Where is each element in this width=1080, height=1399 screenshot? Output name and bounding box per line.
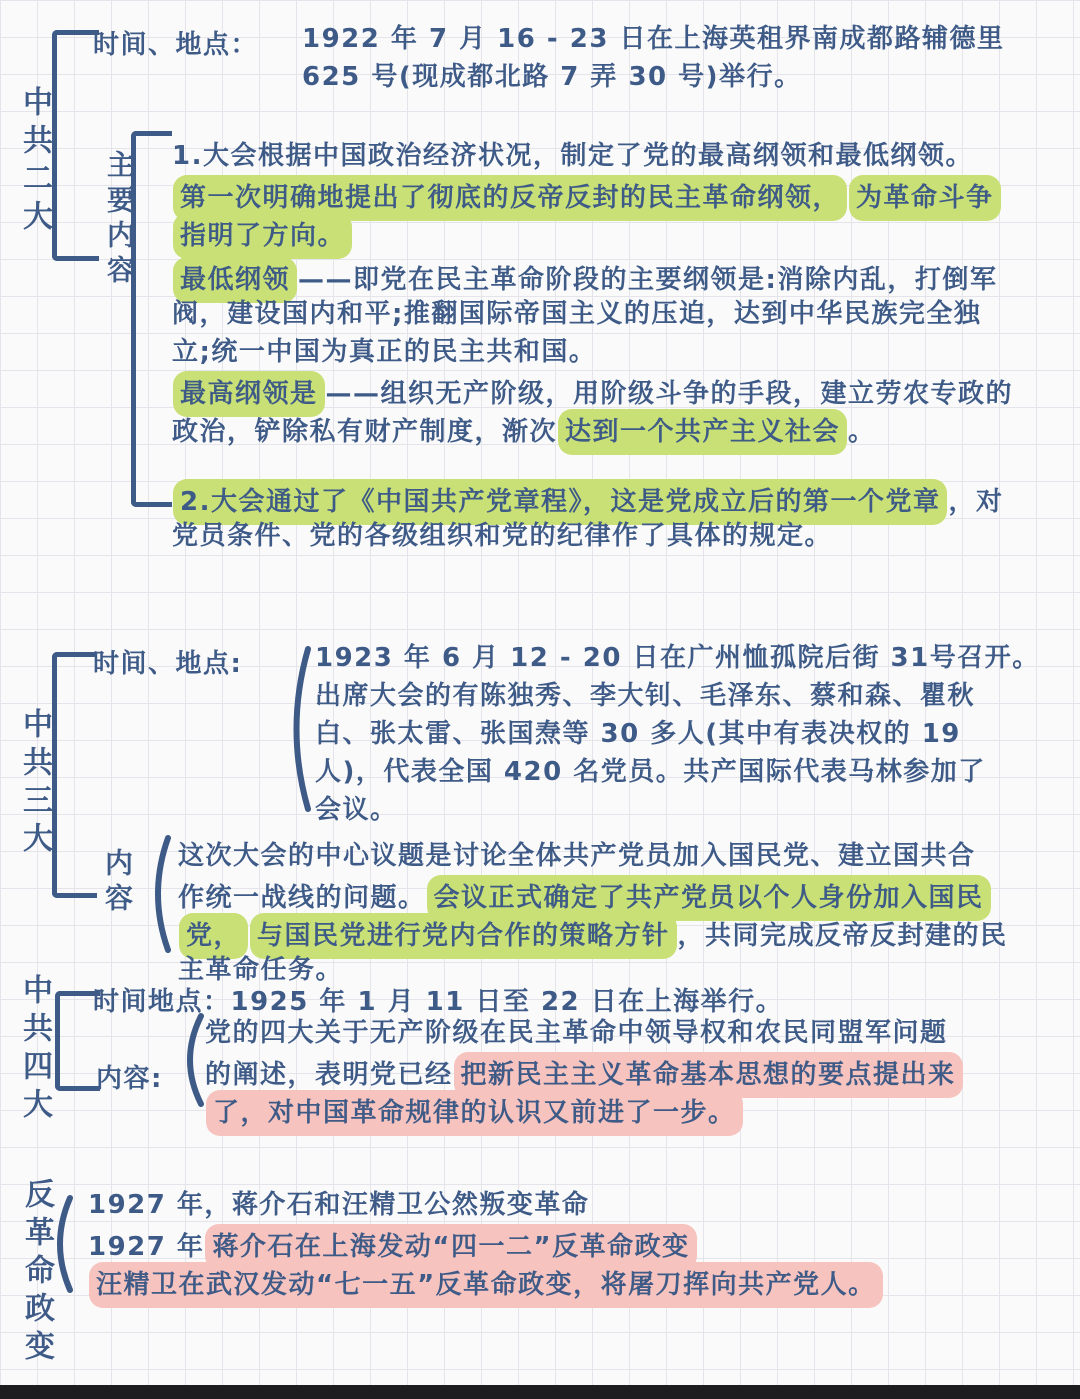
section-label-sanda: 中共三大 (17, 708, 52, 860)
text-line (172, 479, 1003, 517)
highlighted-text: 把新民主主义革命基本思想的要点提出来 (454, 1052, 963, 1098)
erda-time-place-text (302, 20, 1004, 96)
text-segment: 出席大会的有陈独秀、李大钊、毛泽东、蔡和森、瞿秋 (315, 681, 976, 711)
text-line (172, 295, 1013, 333)
sida-content-text (205, 1014, 964, 1128)
text-line (315, 639, 1040, 677)
erda-content-part1 (172, 137, 1013, 447)
text-segment: 人)，代表全国 420 名党员。共产国际代表马林参加了 (315, 757, 986, 787)
text-segment: 。 (848, 417, 876, 447)
section-label-coup: 反革命政变 (19, 1178, 54, 1368)
text-segment: 1.大会根据中国政治经济状况，制定了党的最高纲领和最低纲领。 (172, 141, 973, 171)
text-line (302, 58, 1004, 96)
text-line (178, 875, 1008, 913)
highlighted-text: 了，对中国革命规律的认识又前进了一步。 (206, 1090, 743, 1136)
text-segment: 政治，铲除私有财产制度，渐次 (172, 417, 558, 447)
text-segment: 主革命任务。 (178, 955, 344, 985)
bracket-erda (52, 30, 99, 261)
text-line (88, 1224, 884, 1262)
highlighted-text: 党， (179, 913, 248, 959)
highlighted-text: 汪精卫在武汉发动“七一五”反革命政变，将屠刀挥向共产党人。 (89, 1262, 883, 1308)
sida-content-label: 内容: (96, 1064, 163, 1094)
text-segment: 时间地点：1925 年 1 月 11 日至 22 日在上海举行。 (93, 987, 784, 1017)
text-segment: 立;统一中国为真正的民主共和国。 (172, 337, 597, 367)
text-segment: 1923 年 6 月 12 - 20 日在广州恤孤院后街 31号召开。 (315, 643, 1040, 673)
text-line (178, 837, 1008, 875)
text-segment: ，对 (948, 487, 1004, 517)
text-line (205, 1014, 964, 1052)
text-line (88, 1262, 884, 1300)
text-segment: 会议。 (315, 795, 398, 825)
text-line (172, 333, 1013, 371)
text-line (172, 175, 1013, 213)
erda-content-label: 主要内容 (103, 150, 136, 290)
highlighted-text: 最高纲领是 (173, 371, 325, 417)
text-segment: ，共同完成反帝反封建的民 (677, 921, 1008, 951)
highlighted-text: 达到一个共产主义社会 (558, 409, 847, 455)
text-line (315, 791, 1040, 829)
bracket-erda-content (131, 131, 172, 507)
sanda-content-text (178, 837, 1008, 989)
paren-left-icon (146, 834, 172, 954)
highlighted-text: 蒋介石在上海发动“四一二”反革命政变 (205, 1224, 696, 1270)
paren-left-icon (283, 644, 313, 814)
text-segment: 白、张太雷、张国焘等 30 多人(其中有表决权的 19 (315, 719, 961, 749)
text-line (172, 137, 1013, 175)
text-segment: 这次大会的中心议题是讨论全体共产党员加入国民党、建立国共合 (178, 841, 976, 871)
text-segment: 1922 年 7 月 16 - 23 日在上海英租界南成都路辅德里 (302, 24, 1005, 54)
highlighted-text: 第一次明确地提出了彻底的反帝反封的民主革命纲领， (173, 175, 847, 221)
text-segment: 作统一战线的问题。 (178, 883, 426, 913)
paren-left-icon (48, 1194, 74, 1294)
text-segment: ——组织无产阶级，用阶级斗争的手段，建立劳农专政的 (325, 379, 1014, 409)
text-segment: 的阐述，表明党已经 (205, 1060, 453, 1090)
sanda-time-place-text (315, 639, 1040, 829)
paren-left-icon (177, 1012, 205, 1108)
section-label-erda: 中共二大 (17, 86, 52, 238)
text-segment: 1927 年 (88, 1232, 205, 1262)
sanda-content-label: 内容 (101, 848, 134, 918)
highlighted-text: 最低纲领 (173, 257, 297, 303)
text-line (172, 371, 1013, 409)
text-line (302, 20, 1004, 58)
text-line (88, 1186, 884, 1224)
text-line (315, 715, 1040, 753)
text-line (315, 753, 1040, 791)
section-label-sida: 中共四大 (17, 974, 52, 1126)
text-segment: 党员条件、党的各级组织和党的纪律作了具体的规定。 (172, 521, 833, 551)
highlighted-text: 指明了方向。 (173, 213, 352, 259)
erda-content-part2 (172, 479, 1003, 555)
highlighted-text: 2.大会通过了《中国共产党章程》，这是党成立后的第一个党章 (173, 479, 947, 525)
bottom-black-bar (0, 1385, 1080, 1399)
highlighted-text: 与国民党进行党内合作的策略方针 (250, 913, 677, 959)
bracket-sanda (52, 652, 97, 898)
text-segment: 阀，建设国内和平;推翻国际帝国主义的压迫，达到中华民族完全独 (172, 299, 982, 329)
text-line (172, 409, 1013, 447)
text-segment: 625 号(现成都北路 7 弄 30 号)举行。 (302, 62, 802, 92)
text-segment: 党的四大关于无产阶级在民主革命中领导权和农民同盟军问题 (205, 1018, 948, 1048)
erda-time-place-label: 时间、地点： (93, 30, 259, 60)
text-line (205, 1052, 964, 1090)
text-line (315, 677, 1040, 715)
text-line (172, 257, 1013, 295)
text-segment: ——即党在民主革命阶段的主要纲领是:消除内乱，打倒军 (298, 265, 998, 295)
sanda-time-place-label: 时间、地点: (93, 649, 243, 679)
highlighted-text: 为革命斗争 (849, 175, 1001, 221)
highlighted-text: 会议正式确定了共产党员以个人身份加入国民 (427, 875, 991, 921)
text-line (178, 913, 1008, 951)
text-segment: 1927 年，蒋介石和汪精卫公然叛变革命 (88, 1190, 590, 1220)
coup-text (88, 1186, 884, 1300)
